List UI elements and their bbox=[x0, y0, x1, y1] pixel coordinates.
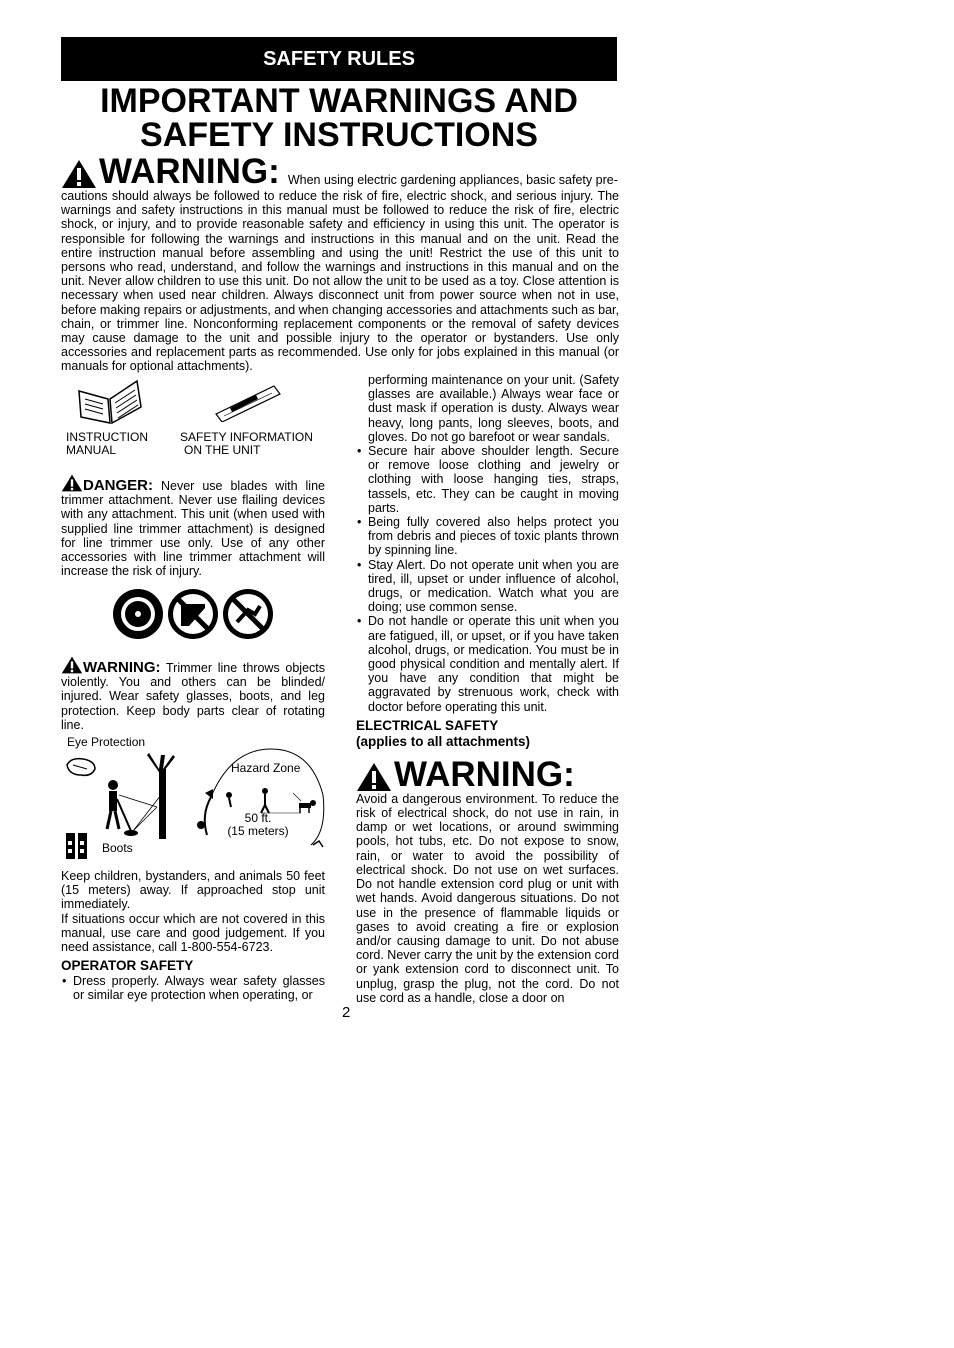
page-number: 2 bbox=[342, 1004, 351, 1021]
distance-label bbox=[223, 812, 293, 838]
flail-blade-icon bbox=[167, 588, 219, 640]
goggles-icon bbox=[67, 759, 95, 776]
warning-triangle-icon bbox=[356, 762, 392, 792]
dog-figure bbox=[299, 800, 316, 813]
electrical-paragraph: Avoid a dangerous environment. To reduce the risk of electrical shock, do not use in rain, in damp or wet locations, or around swimming pools, hot tubs, etc. Do not expose to snow, rain, or water to avoid the possibility of electrical shock. Do not use on wet surfaces. Do not handle extension cord plug or unit with wet hands. Avoid dangerous situations. Do not use in the presence of flammable liquids or gases to avoid creating a fire or explosion and/or causing damage to unit. Do not abuse cord. Never carry the unit by the extension cord or yank extension cord to disconnect unit. To unplug, grasp the plug, not the cord. Do not use cord as a handle, close a door on bbox=[356, 791, 619, 1005]
danger-block bbox=[61, 474, 325, 578]
electrical-heading-line-1: ELECTRICAL SAFETY bbox=[356, 717, 499, 733]
list-item: • Being fully covered also helps protect you from debris and pieces of toxic plants thrown by spinning line. bbox=[356, 515, 619, 558]
manual-caption-line-2: MANUAL bbox=[66, 443, 117, 457]
danger-text: Never use blades with line trimmer attachment. Never use flailing devices with any attachment. This unit (when used with supplied line trimmer attachment) is designed for line trimmer use only. Use of any other accessories with line trimmer attachment will increase the risk of injury. bbox=[61, 479, 325, 579]
prohibited-accessories bbox=[112, 588, 274, 640]
eye-protection-label: Eye Protection bbox=[67, 735, 146, 749]
situations-paragraph: If situations occur which are not covered in this manual, use care and good judgement. If you need assistance, call 1-800-554-6723. bbox=[61, 911, 325, 955]
operator-bullets bbox=[356, 444, 619, 714]
boots-label: Boots bbox=[102, 841, 133, 855]
boots-icon bbox=[66, 833, 87, 859]
warning-triangle-icon bbox=[61, 656, 83, 674]
tree-figure bbox=[147, 753, 175, 839]
warning-triangle-icon bbox=[61, 159, 97, 189]
manual-illustration bbox=[75, 377, 145, 427]
list-item: • Secure hair above shoulder length. Secure or remove loose clothing and jewelry or clothing with loose hanging ties, straps, tassels, etc. They can be caught in moving parts. bbox=[356, 444, 619, 515]
page-title bbox=[61, 84, 617, 152]
no-attachment-icon bbox=[222, 588, 274, 640]
hazard-zone-label: Hazard Zone bbox=[231, 761, 301, 775]
electrical-warning-heading bbox=[356, 756, 619, 792]
safety-label-icon bbox=[212, 382, 284, 422]
saw-blade-icon bbox=[112, 588, 164, 640]
safety-label-illustration bbox=[212, 382, 284, 422]
warning2-block bbox=[61, 656, 325, 732]
electrical-heading-line-2: (applies to all attachments) bbox=[356, 733, 531, 749]
left-lower-text bbox=[61, 869, 325, 1003]
manual-caption bbox=[66, 431, 148, 457]
keep-away-paragraph: Keep children, bystanders, and animals 50 feet (15 meters) away. If approached stop unit immediately. bbox=[61, 869, 325, 912]
safety-caption-line-1: SAFETY INFORMATION bbox=[180, 430, 313, 444]
danger-word: DANGER: bbox=[83, 477, 153, 494]
operator-safety-heading: OPERATOR SAFETY bbox=[61, 958, 194, 974]
list-item: • Dress properly. Always wear safety glasses or similar eye protection when operating, or bbox=[61, 974, 325, 1002]
list-item: • Do not handle or operate this unit when you are fatigued, ill, or upset, or if you have taken alcohol, drugs, or medication. You must be in good physical condition and mentally alert. If you have any condition that might be aggravated by strenuous work, check with doctor before operating this unit. bbox=[356, 614, 619, 713]
section-banner: SAFETY RULES bbox=[61, 37, 617, 81]
distance-line-2: (15 meters) bbox=[227, 824, 289, 838]
page-title-line-1: IMPORTANT WARNINGS AND bbox=[100, 82, 578, 120]
hazard-diagram bbox=[61, 735, 327, 860]
right-column bbox=[356, 373, 619, 1005]
intro-warning-heading bbox=[61, 152, 619, 191]
safety-caption-line-2: ON THE UNIT bbox=[184, 443, 261, 457]
continuation-paragraph: performing maintenance on your unit. (Safety glasses are available.) Always wear face or dust mask if operation is dusty. Always wear heavy, long pants, long sleeves, boots, and gloves. Do not go barefoot or wear sandals. bbox=[368, 373, 619, 444]
warning2-text: Trimmer line throws objects violently. You and others can be blinded/ injured. Wear safety glasses, boots, and leg protection. Keep body parts clear of rotating line. bbox=[61, 661, 326, 732]
open-manual-icon bbox=[75, 377, 145, 427]
list-item: • Stay Alert. Do not operate unit when you are tired, ill, upset or under influence of alcohol, drugs, or medication. Watch what you are doing; use common sense. bbox=[356, 558, 619, 615]
intro-warning-block bbox=[61, 152, 619, 374]
warning-triangle-icon bbox=[61, 474, 83, 492]
intro-paragraph: cautions should always be followed to reduce the risk of fire, electric shock, and serious injury. The warnings and safety instructions in this manual must be followed to reduce the risk of fire, electric shock, or injury, and to provide reasonable safety and efficiency in using this unit. The operator is responsible for following the warnings and instructions in this manual and on the unit. Read the entire instruction manual before assembling and using the unit! Restrict the use of this unit to persons who read, understand, and follow the warnings and instructions in this manual and on the unit. Never allow children to use this unit. Do not allow the unit to be used as a toy. Close attention is necessary when used near children. Always disconnect unit from power source when not in use, before making repairs or adjustments, and when changing accessories and attachments such as bar, chain, or trimmer line. Nonconforming replacement components or the removal of safety devices may cause damage to the unit and possible injury to the operator or bystanders. Use only accessories and replacement parts as recommended. Use only for jobs explained in this manual (or manuals for optional attachments). bbox=[61, 189, 619, 374]
warning3-word: WARNING: bbox=[394, 754, 575, 794]
warning-word: WARNING: bbox=[99, 152, 280, 191]
operator-figure bbox=[107, 780, 138, 836]
intro-first-line: When using electric gardening appliances, basic safety pre- bbox=[287, 172, 618, 187]
manual-caption-line-1: INSTRUCTION bbox=[66, 430, 148, 444]
safety-caption bbox=[180, 431, 313, 457]
page-title-line-2: SAFETY INSTRUCTIONS bbox=[140, 116, 538, 154]
hazard-zone-drawing bbox=[61, 735, 327, 860]
distance-line-1: 50 ft. bbox=[244, 811, 272, 825]
warning2-word: WARNING: bbox=[83, 659, 161, 676]
electrical-safety-heading bbox=[356, 718, 619, 750]
operator-safety-list bbox=[61, 974, 325, 1002]
